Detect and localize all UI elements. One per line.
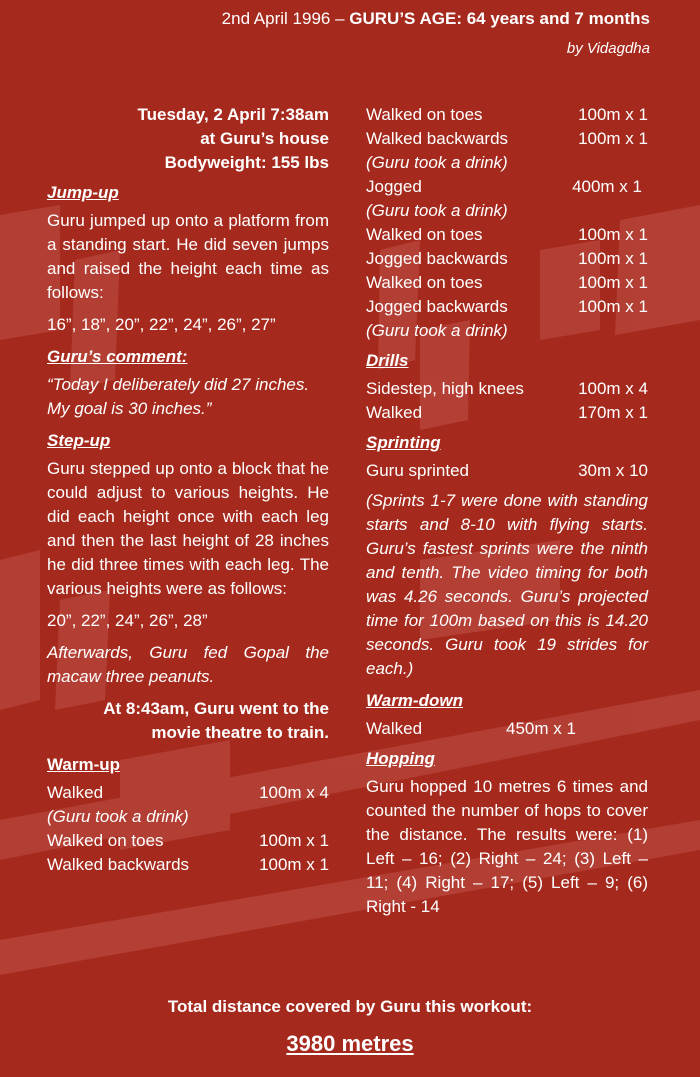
movie-line-1: At 8:43am, Guru went to the — [103, 699, 329, 718]
header-dash: – — [330, 9, 350, 28]
table-row — [366, 175, 648, 199]
table-row — [47, 829, 329, 853]
drink-note: (Guru took a drink) — [47, 807, 189, 826]
table-row — [366, 459, 648, 483]
row-value: 100m x 1 — [578, 273, 648, 292]
byline: by Vidagdha — [566, 40, 650, 57]
row-value: 100m x 1 — [259, 831, 329, 850]
row-value: 100m x 1 — [578, 129, 648, 148]
comment-text: “Today I deliberately did 27 inches. My goal is 30 inches.” — [47, 375, 310, 418]
table-row — [366, 103, 648, 127]
hopping-text: Guru hopped 10 metres 6 times and counted the number of hops to cover the distance. The results were: (1) Left – 16; (2) Right – 24; (3) Left – 11; (4) Right – 17; (5) Left – 9; (6) Right - 14 — [366, 777, 648, 916]
row-value: 100m x 1 — [578, 225, 648, 244]
jumpup-text: Guru jumped up onto a platform from a standing start. He did seven jumps and raised the height each time as follows: — [47, 211, 329, 302]
header-date: 2nd April 1996 — [221, 9, 331, 28]
stepup-note: Afterwards, Guru fed Gopal the macaw three peanuts. — [47, 643, 329, 686]
row-label: Walked on toes — [366, 105, 483, 124]
session-bodyweight: Bodyweight: 155 lbs — [164, 153, 329, 172]
row-value: 400m x 1 — [572, 177, 642, 196]
table-row — [366, 247, 648, 271]
movie-theatre-note — [47, 697, 329, 745]
header-age: GURU’S AGE: 64 years and 7 months — [349, 9, 650, 28]
header-title — [222, 8, 650, 30]
table-row — [366, 377, 648, 401]
table-row — [47, 853, 329, 877]
movie-line-2: movie theatre to train. — [151, 723, 329, 742]
table-row — [366, 127, 648, 151]
row-label: Walked — [47, 783, 104, 802]
row-label: Jogged backwards — [366, 297, 508, 316]
page-header — [222, 8, 650, 60]
drink-note: (Guru took a drink) — [366, 201, 508, 220]
row-label: Walked backwards — [47, 855, 190, 874]
total-value: 3980 metres — [286, 1031, 414, 1056]
session-title — [47, 103, 329, 175]
warmdown-heading: Warm-down — [366, 691, 463, 710]
comment-heading: Guru’s comment: — [47, 347, 188, 366]
row-label: Walked on toes — [47, 831, 164, 850]
session-location: at Guru’s house — [200, 129, 329, 148]
row-value: 100m x 1 — [259, 855, 329, 874]
drink-note: (Guru took a drink) — [366, 321, 508, 340]
sprinting-heading: Sprinting — [366, 433, 441, 452]
table-row — [366, 223, 648, 247]
table-row — [366, 295, 648, 319]
stepup-heading: Step-up — [47, 431, 111, 450]
row-label: Walked on toes — [366, 273, 483, 292]
right-column — [366, 103, 648, 927]
sprinting-note: (Sprints 1-7 were done with standing starts and 8-10 with flying starts. Guru’s fastest sprints were the ninth and tenth. The video timing for both was 4.26 seconds. Guru’s projected time for 100m based on this is 14.20 seconds. Guru took 19 strides for each.) — [366, 491, 648, 678]
row-label: Sidestep, high knees — [366, 379, 524, 398]
table-row — [366, 401, 648, 425]
row-value: 100m x 1 — [578, 297, 648, 316]
row-label: Walked backwards — [366, 129, 509, 148]
row-value: 30m x 10 — [578, 461, 648, 480]
table-row — [366, 271, 648, 295]
left-column — [47, 103, 329, 877]
row-label: Walked — [366, 719, 423, 738]
total-label: Total distance covered by Guru this workout: — [167, 997, 533, 1016]
jumpup-heights: 16”, 18”, 20”, 22”, 24”, 26”, 27” — [47, 315, 276, 334]
row-label: Walked on toes — [366, 225, 483, 244]
stepup-heights: 20”, 22”, 24”, 26”, 28” — [47, 611, 208, 630]
table-row — [366, 717, 648, 741]
row-value: 450m x 1 — [506, 719, 576, 738]
hopping-heading: Hopping — [366, 749, 435, 768]
row-value: 100m x 1 — [578, 105, 648, 124]
stepup-text: Guru stepped up onto a block that he could adjust to various heights. He did each height once with each leg and then the last height of 28 inches he did three times with each leg. The various heights were as follows: — [47, 459, 329, 598]
row-value: 100m x 1 — [578, 249, 648, 268]
row-label: Jogged — [366, 177, 422, 196]
drink-note: (Guru took a drink) — [366, 153, 508, 172]
row-value: 100m x 4 — [259, 783, 329, 802]
table-row — [47, 781, 329, 805]
warmup-heading: Warm-up — [47, 755, 121, 774]
session-date: Tuesday, 2 April 7:38am — [137, 105, 329, 124]
drills-heading: Drills — [366, 351, 409, 370]
row-label: Guru sprinted — [366, 461, 469, 480]
row-label: Jogged backwards — [366, 249, 508, 268]
row-label: Walked — [366, 403, 423, 422]
row-value: 170m x 1 — [578, 403, 648, 422]
jumpup-heading: Jump-up — [47, 183, 119, 202]
row-value: 100m x 4 — [578, 379, 648, 398]
